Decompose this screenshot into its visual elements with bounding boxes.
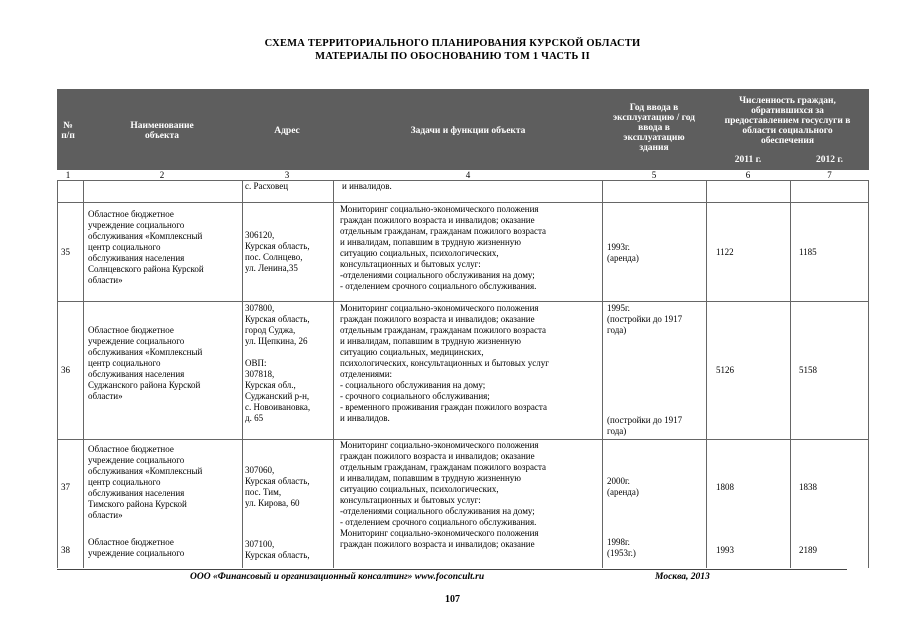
cell-tasks [340, 440, 546, 528]
header-text: ввода в [638, 123, 670, 133]
cell-line: -отделениями социального обслуживания на дому; [340, 270, 535, 280]
cell-line: Суджанского района Курской [88, 380, 201, 390]
cell-line: с. Новоивановка, [245, 402, 311, 412]
table-border [602, 180, 603, 568]
cell-line: ситуацию социальных, психологических, [340, 484, 499, 494]
cell-line: граждан пожилого возраста и инвалидов; оказание [340, 539, 535, 549]
cell-tasks [340, 204, 546, 292]
header-text: п/п [61, 131, 75, 141]
cell-line: области» [88, 275, 123, 285]
cell-address [245, 230, 310, 274]
header-text: Численность граждан, [739, 96, 836, 106]
cell-line: ул. Щепкина, 26 [245, 336, 308, 346]
cell-year [607, 476, 639, 498]
cell-line: (постройки до 1917 [607, 415, 683, 425]
cell-line: ул. Кирова, 60 [245, 498, 300, 508]
column-numbers-row [57, 170, 869, 180]
cell-line: (аренда) [607, 487, 639, 497]
table-border [57, 301, 869, 302]
cell-line: Мониторинг социально-экономического положения [340, 528, 539, 538]
cell-line: пос. Тим, [245, 487, 282, 497]
cell-line: (1953г.) [607, 548, 636, 558]
cell-2011: 1993 [716, 545, 734, 555]
cell-line: граждан пожилого возраста и инвалидов; оказание [340, 451, 535, 461]
header-text: эксплуатацию / год [613, 113, 695, 123]
cell-line: области» [88, 510, 123, 520]
cell-2011: 1122 [716, 247, 734, 257]
cell-number: 38 [61, 545, 70, 555]
cell-line: года) [607, 426, 627, 436]
cell-line: и инвалидам, попавшим в трудную жизненную [340, 237, 522, 247]
cell-line: обслуживания «Комплексный [88, 347, 203, 357]
cell-2012: 1185 [799, 247, 817, 257]
cell-line: отдельным гражданам, гражданам пожилого возраста [340, 226, 546, 236]
cell-line: ОВП: [245, 358, 267, 368]
cell-year [607, 537, 636, 559]
cell-line: Курская область, [245, 476, 310, 486]
table-border [242, 180, 243, 568]
cell-name [88, 209, 204, 286]
cell-line: граждан пожилого возраста и инвалидов; оказание [340, 215, 535, 225]
cell-number: 35 [61, 247, 70, 257]
cell-2011: 5126 [716, 365, 734, 375]
cell-2012: 2189 [799, 545, 817, 555]
cell-line: центр социального [88, 242, 161, 252]
cell-address [245, 539, 310, 561]
cell-line: консультационных и бытовых услуг: [340, 495, 481, 505]
cell-line: граждан пожилого возраста и инвалидов; оказание [340, 314, 535, 324]
cell-line: д. 65 [245, 413, 264, 423]
cell-tasks [340, 528, 539, 550]
cell-spacer [245, 347, 310, 358]
cell-line: Курская область, [245, 314, 310, 324]
cell-line: и инвалидам, попавшим в трудную жизненную [340, 473, 522, 483]
cell-line: и инвалидам, попавшим в трудную жизненную [340, 336, 522, 346]
cell-line: учреждение социального [88, 220, 185, 230]
cell-line: года) [607, 325, 627, 335]
cell-line: - социального обслуживания на дому; [340, 380, 486, 390]
page-number: 107 [445, 594, 460, 605]
table-border [706, 180, 707, 568]
cell-line: 1993г. [607, 242, 630, 252]
cell-line: (постройки до 1917 [607, 314, 683, 324]
cell-2012: 1838 [799, 482, 817, 492]
cell-line: Солнцевского района Курской [88, 264, 204, 274]
cell-name [88, 444, 202, 521]
cell-line: центр социального [88, 477, 161, 487]
table-border [57, 180, 869, 181]
cell-line: - отделением срочного социального обслуживания. [340, 517, 537, 527]
cell-line: обслуживания «Комплексный [88, 466, 203, 476]
cell-line: Мониторинг социально-экономического положения [340, 303, 539, 313]
cell-tasks [340, 303, 549, 424]
column-number: 7 [827, 170, 832, 180]
cell-line: 307100, [245, 539, 275, 549]
table-border [868, 180, 869, 568]
cell-line: 2000г. [607, 476, 630, 486]
cell-number: 36 [61, 365, 70, 375]
cell-line: области» [88, 391, 123, 401]
document-subtitle: МАТЕРИАЛЫ ПО ОБОСНОВАНИЮ ТОМ 1 ЧАСТЬ II [315, 51, 590, 62]
cell-line: учреждение социального [88, 455, 185, 465]
cell-line: ситуацию социальных, психологических, [340, 248, 499, 258]
cell-line: 307800, [245, 303, 275, 313]
table-header [57, 89, 869, 175]
header-text: здания [639, 143, 669, 153]
cell-2012: 5158 [799, 365, 817, 375]
cell-line: Суджанский р-н, [245, 391, 310, 401]
header-text: объекта [144, 131, 180, 141]
cell-line: консультационных и бытовых услуг: [340, 259, 481, 269]
cell-2011: 1808 [716, 482, 734, 492]
header-text: Наименование [130, 121, 194, 131]
header-text: обратившихся за [751, 106, 824, 116]
column-number: 3 [284, 170, 290, 180]
cell-line: обслуживания «Комплексный [88, 231, 203, 241]
cell-line: Областное бюджетное [88, 444, 174, 454]
cell-address: с. Расховец [245, 181, 289, 191]
cell-line: Областное бюджетное [88, 325, 174, 335]
cell-line: - временного проживания граждан пожилого возраста [340, 402, 547, 412]
table-border [790, 180, 791, 568]
header-text: области социального [742, 126, 833, 136]
cell-line: центр социального [88, 358, 161, 368]
cell-line: психологических, консультационных и бытовых услуг [340, 358, 549, 368]
cell-year [607, 303, 682, 336]
cell-line: Мониторинг социально-экономического положения [340, 440, 539, 450]
cell-line: 306120, [245, 230, 275, 240]
cell-line: Областное бюджетное [88, 537, 174, 547]
cell-line: Тимского района Курской [88, 499, 187, 509]
header-text: эксплуатацию [623, 133, 685, 143]
column-number: 1 [65, 170, 71, 180]
footer-divider [57, 569, 847, 570]
column-number: 5 [651, 170, 657, 180]
header-text: предоставлением госуслуги в [724, 116, 851, 126]
cell-line: 307060, [245, 465, 275, 475]
table-border [333, 180, 334, 568]
cell-line: город Суджа, [245, 325, 296, 335]
cell-address [245, 303, 310, 424]
cell-number: 37 [61, 482, 70, 492]
cell-line: отдельным гражданам, гражданам пожилого возраста [340, 325, 546, 335]
cell-line: 1995г. [607, 303, 630, 313]
cell-line: 307818, [245, 369, 275, 379]
cell-name [88, 325, 202, 402]
footer-company: ООО «Финансовый и организационный консалтинг» www.foconcult.ru [190, 572, 485, 582]
cell-year [607, 242, 639, 264]
header-col-number [57, 111, 79, 151]
cell-address [245, 465, 310, 509]
cell-line: Курская область, [245, 241, 310, 251]
header-col-2012: 2012 г. [816, 155, 843, 165]
cell-line: и инвалидов. [340, 413, 390, 423]
cell-line: -отделениями социального обслуживания на дому; [340, 506, 535, 516]
table-border [83, 180, 84, 568]
cell-line: отделениями: [340, 369, 393, 379]
cell-line: учреждение социального [88, 548, 185, 558]
cell-line: Мониторинг социально-экономического положения [340, 204, 539, 214]
cell-line: Областное бюджетное [88, 209, 174, 219]
cell-line: ул. Ленина,35 [245, 263, 298, 273]
cell-year-building [607, 415, 682, 437]
cell-line: ситуацию социальных, медицинских, [340, 347, 484, 357]
cell-line: учреждение социального [88, 336, 185, 346]
cell-line: - срочного социального обслуживания; [340, 391, 490, 401]
header-text: обеспечения [760, 136, 815, 146]
column-number: 4 [465, 170, 471, 180]
cell-name [88, 537, 184, 559]
column-number: 6 [745, 170, 751, 180]
cell-line: - отделением срочного социального обслуживания. [340, 281, 537, 291]
data-table [57, 180, 869, 568]
cell-line: обслуживания населения [88, 369, 185, 379]
cell-line: (аренда) [607, 253, 639, 263]
footer-city-year: Москва, 2013 [655, 572, 710, 582]
header-text: Год ввода в [629, 103, 679, 113]
cell-line: отдельным гражданам, гражданам пожилого возраста [340, 462, 546, 472]
cell-tasks: и инвалидов. [342, 181, 392, 191]
header-col-tasks: Задачи и функции объекта [410, 126, 526, 136]
header-col-2011: 2011 г. [734, 155, 762, 165]
header-col-year [602, 99, 706, 157]
column-number: 2 [159, 170, 165, 180]
header-text: № [63, 121, 73, 131]
header-col-citizens [706, 91, 869, 151]
cell-line: пос. Солнцево, [245, 252, 303, 262]
document-title: СХЕМА ТЕРРИТОРИАЛЬНОГО ПЛАНИРОВАНИЯ КУРСКОЙ ОБЛАСТИ [264, 38, 641, 49]
cell-line: Курская область, [245, 550, 310, 560]
cell-line: 1998г. [607, 537, 630, 547]
header-col-address: Адрес [274, 126, 300, 136]
table-border [57, 202, 869, 203]
cell-line: обслуживания населения [88, 488, 185, 498]
header-col-name [82, 111, 242, 151]
cell-line: Курская обл., [245, 380, 296, 390]
table-border [57, 180, 58, 568]
cell-line: обслуживания населения [88, 253, 185, 263]
